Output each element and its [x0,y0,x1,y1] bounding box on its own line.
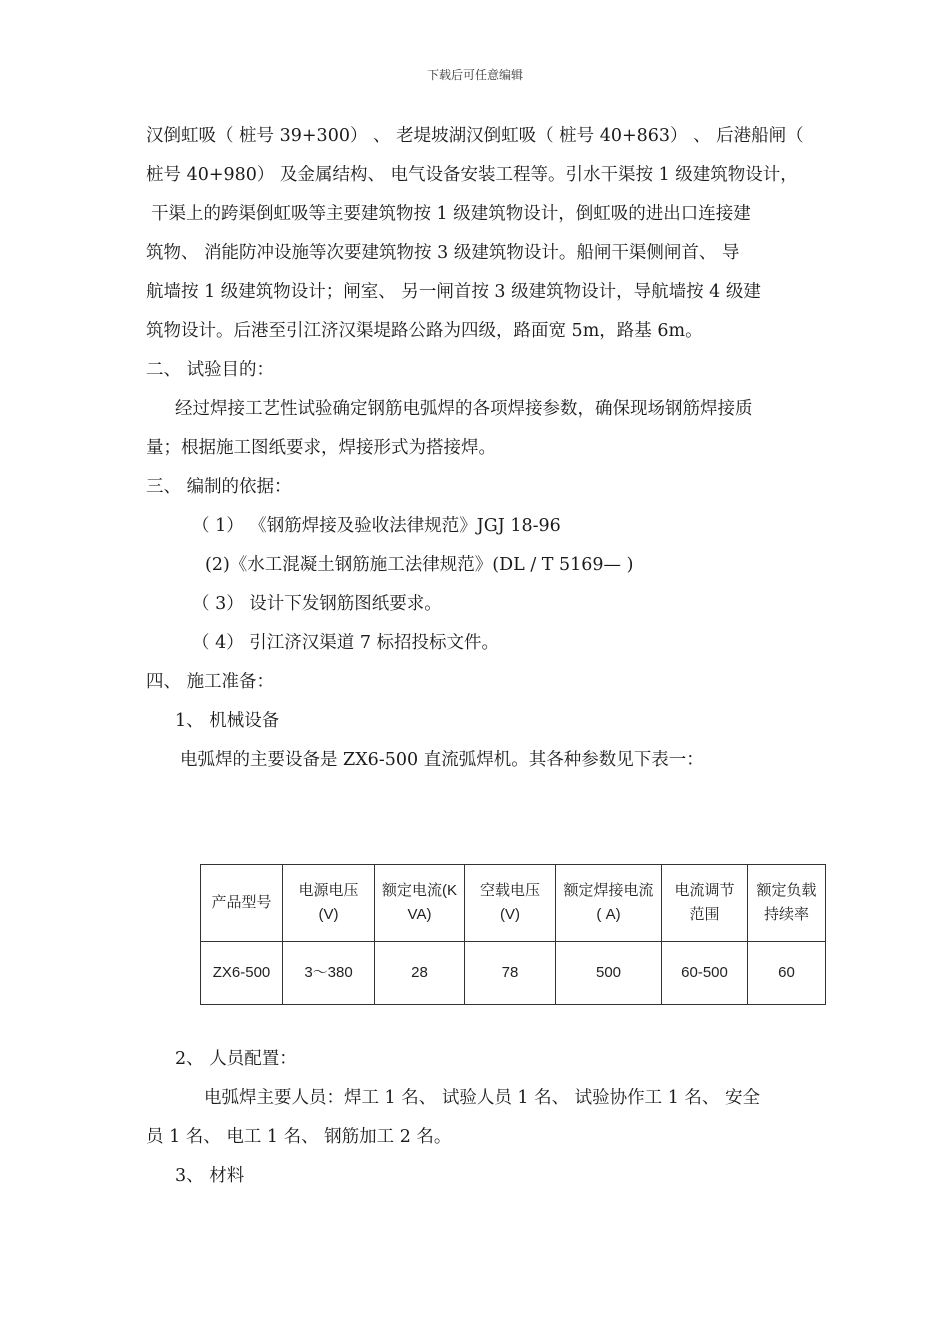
section-heading: 四、 施工准备： [146,672,275,692]
table-cell: 28 [375,942,465,1005]
body-line: 电弧焊主要人员：焊工 1 名、 试验人员 1 名、 试验协作工 1 名、 安全 [204,1088,760,1108]
subsection-heading: 2、 人员配置： [175,1049,297,1069]
table-cell: 60 [748,942,826,1005]
section-heading: 三、 编制的依据： [146,477,292,497]
table-header-cell: 电流调节范围 [662,865,748,942]
table-header-cell: 产品型号 [201,865,283,942]
table-header-cell: 空载电压(V) [465,865,556,942]
body-line: 干渠上的跨渠倒虹吸等主要建筑物按 1 级建筑物设计，倒虹吸的进出口连接建 [151,204,751,224]
body-line: 航墙按 1 级建筑物设计；闸室、 另一闸首按 3 级建筑物设计，导航墙按 4 级建 [146,282,761,302]
table-header-cell: 电源电压(V) [283,865,375,942]
section-heading: 二、 试验目的： [146,360,275,380]
body-line: 筑物设计。后港至引江济汉渠堤路公路为四级，路面宽 5m，路基 6m。 [146,321,703,341]
body-line: 电弧焊的主要设备是 ZX6-500 直流弧焊机。其各种参数见下表一： [180,750,704,770]
table-cell: 78 [465,942,556,1005]
welder-spec-table [200,864,826,1005]
reference-item: (2)《水工混凝土钢筋施工法律规范》(DL / T 5169— ) [205,555,634,575]
table-header-cell: 额定焊接电流( A) [556,865,662,942]
subsection-heading: 1、 机械设备 [175,711,280,731]
table-header-row [201,865,826,942]
reference-item: （ 1） 《钢筋焊接及验收法律规范》JGJ 18-96 [192,516,561,536]
body-line: 量；根据施工图纸要求，焊接形式为搭接焊。 [146,438,496,458]
body-line: 桩号 40+980） 及金属结构、 电气设备安装工程等。引水干渠按 1 级建筑物设计， [146,165,798,185]
subsection-heading: 3、 材料 [175,1166,245,1186]
table-cell: ZX6-500 [201,942,283,1005]
table-header-cell: 额定负载持续率 [748,865,826,942]
body-line: 筑物、 消能防冲设施等次要建筑物按 3 级建筑物设计。船闸干渠侧闸首、 导 [146,243,740,263]
body-line: 员 1 名、 电工 1 名、 钢筋加工 2 名。 [146,1127,452,1147]
table-cell: 60-500 [662,942,748,1005]
reference-item: （ 4） 引江济汉渠道 7 标招投标文件。 [192,633,500,653]
table-row [201,942,826,1005]
table-cell: 3～380 [283,942,375,1005]
page-header: 下载后可任意编辑 [426,68,523,82]
body-line: 汉倒虹吸（ 桩号 39+300） 、 老堤坡湖汉倒虹吸（ 桩号 40+863） 、 后港船闸（ [146,126,804,146]
reference-item: （ 3） 设计下发钢筋图纸要求。 [192,594,442,614]
body-line: 经过焊接工艺性试验确定钢筋电弧焊的各项焊接参数，确保现场钢筋焊接质 [175,399,753,419]
table-cell: 500 [556,942,662,1005]
table-header-cell: 额定电流(KVA) [375,865,465,942]
